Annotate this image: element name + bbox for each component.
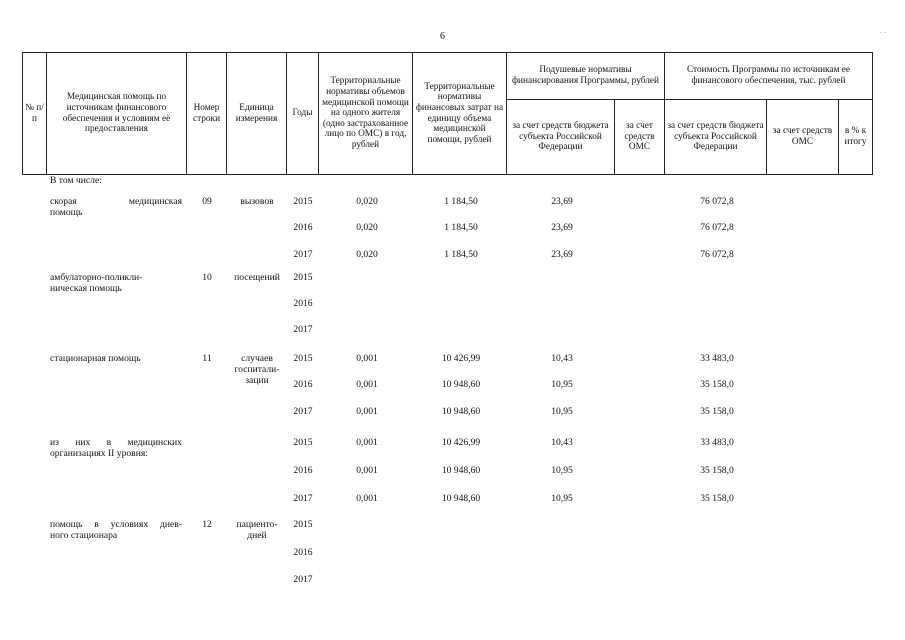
row-percap: 23,69 xyxy=(551,249,573,260)
line-number: 12 xyxy=(202,519,212,530)
row-year: 2016 xyxy=(293,379,313,390)
row-percap: 23,69 xyxy=(551,196,573,207)
row-volume: 0,020 xyxy=(356,249,378,260)
line-number: 09 xyxy=(202,196,212,207)
table-header xyxy=(22,52,873,175)
unit-label: посещений xyxy=(234,272,280,283)
row-value: 33 483,0 xyxy=(700,353,734,364)
row-value: 35 158,0 xyxy=(700,379,734,390)
section-name xyxy=(50,196,182,207)
row-volume: 0,020 xyxy=(356,196,378,207)
row-year: 2015 xyxy=(293,437,313,448)
line-number: 10 xyxy=(202,272,212,283)
section-name-word: медицинская xyxy=(128,196,182,207)
row-year: 2015 xyxy=(293,272,313,283)
section-name-word: медицинских xyxy=(127,437,182,448)
header-col-number: № п/п xyxy=(23,53,47,175)
header-col-line: Номер строки xyxy=(187,53,227,175)
row-percap: 10,43 xyxy=(551,437,573,448)
row-value: 76 072,8 xyxy=(700,196,734,207)
row-percap: 10,95 xyxy=(551,379,573,390)
row-year: 2017 xyxy=(293,249,313,260)
header-group-value: Стоимость Программы по источникам ее финансового обеспечения, тыс. рублей xyxy=(665,53,873,100)
row-volume: 0,001 xyxy=(356,493,378,504)
corner-mark: . . xyxy=(880,26,886,35)
row-year: 2016 xyxy=(293,465,313,476)
row-value: 76 072,8 xyxy=(700,222,734,233)
row-percap: 10,43 xyxy=(551,353,573,364)
section-name-word: днев- xyxy=(159,519,182,530)
row-percap: 10,95 xyxy=(551,465,573,476)
row-year: 2015 xyxy=(293,519,313,530)
section-name-word: в xyxy=(106,437,112,448)
header-col-volume: Территориальные нормативы объемов медицинской помощи на одного жителя (одно застрахованное лицо по ОМС) в год, рублей xyxy=(319,53,413,175)
intro-text: В том числе: xyxy=(50,175,102,186)
header-col-cost: Территориальные нормативы финансовых затрат на единицу объема медицинской помощи, рублей xyxy=(413,53,507,175)
header-value-pct: в % к итогу xyxy=(839,100,873,175)
header-percap-oms: за счет средств ОМС xyxy=(615,100,665,175)
section-name-word: них xyxy=(75,437,91,448)
row-percap: 10,95 xyxy=(551,493,573,504)
row-cost: 10 948,60 xyxy=(441,493,481,504)
row-value: 76 072,8 xyxy=(700,249,734,260)
line-number: 11 xyxy=(202,353,212,364)
unit-label-line3: зации xyxy=(245,375,269,386)
row-value: 35 158,0 xyxy=(700,465,734,476)
header-col-years: Годы xyxy=(287,53,319,175)
row-cost: 10 948,60 xyxy=(441,379,481,390)
section-name-word: помощь xyxy=(50,519,83,530)
section-name xyxy=(50,437,182,448)
unit-label: вызовов xyxy=(240,196,274,207)
header-col-care: Медицинская помощь по источникам финансового обеспечения и условиям её предоставления xyxy=(47,53,187,175)
header-group-percap: Подушевые нормативы финансирования Программы, рублей xyxy=(507,53,665,100)
row-year: 2015 xyxy=(293,353,313,364)
header-value-oms: за счет средств ОМС xyxy=(767,100,839,175)
row-value: 35 158,0 xyxy=(700,493,734,504)
row-volume: 0,001 xyxy=(356,353,378,364)
row-year: 2016 xyxy=(293,298,313,309)
row-volume: 0,001 xyxy=(356,379,378,390)
row-year: 2017 xyxy=(293,493,313,504)
row-volume: 0,020 xyxy=(356,222,378,233)
section-name-line2: помощь xyxy=(50,207,83,218)
row-volume: 0,001 xyxy=(356,406,378,417)
row-year: 2016 xyxy=(293,547,313,558)
row-year: 2017 xyxy=(293,574,313,585)
unit-label-line2: дней xyxy=(247,530,267,541)
header-percap-budget: за счет средств бюджета субъекта Российской Федерации xyxy=(507,100,615,175)
row-percap: 23,69 xyxy=(551,222,573,233)
row-year: 2016 xyxy=(293,222,313,233)
row-cost: 1 184,50 xyxy=(444,249,478,260)
section-name-line2: ного стационара xyxy=(50,530,118,541)
unit-label: пациенто- xyxy=(236,519,278,530)
row-cost: 10 948,60 xyxy=(441,465,481,476)
section-name: амбулаторно-поликли- xyxy=(50,272,143,283)
section-name-line2: организациях II уровня: xyxy=(50,448,148,459)
section-name-word: из xyxy=(50,437,59,448)
section-name xyxy=(50,519,182,530)
table-body xyxy=(22,175,872,615)
section-name-word: условиях xyxy=(110,519,149,530)
row-cost: 10 426,99 xyxy=(441,437,481,448)
section-name-line2: ническая помощь xyxy=(50,283,122,294)
unit-label: случаев xyxy=(241,353,273,364)
row-year: 2017 xyxy=(293,406,313,417)
row-value: 35 158,0 xyxy=(700,406,734,417)
row-volume: 0,001 xyxy=(356,437,378,448)
header-col-unit: Единица измерения xyxy=(227,53,287,175)
row-cost: 1 184,50 xyxy=(444,222,478,233)
row-cost: 10 948,60 xyxy=(441,406,481,417)
section-name: стационарная помощь xyxy=(50,353,141,364)
row-cost: 1 184,50 xyxy=(444,196,478,207)
row-year: 2017 xyxy=(293,324,313,335)
row-percap: 10,95 xyxy=(551,406,573,417)
row-cost: 10 426,99 xyxy=(441,353,481,364)
page-number: 6 xyxy=(440,31,445,42)
row-year: 2015 xyxy=(293,196,313,207)
row-value: 33 483,0 xyxy=(700,437,734,448)
unit-label-line2: госпитали- xyxy=(234,364,280,375)
section-name-word: скорая xyxy=(50,196,77,207)
header-value-budget: за счет средств бюджета субъекта Российской Федерации xyxy=(665,100,767,175)
section-name-word: в xyxy=(94,519,99,530)
row-volume: 0,001 xyxy=(356,465,378,476)
